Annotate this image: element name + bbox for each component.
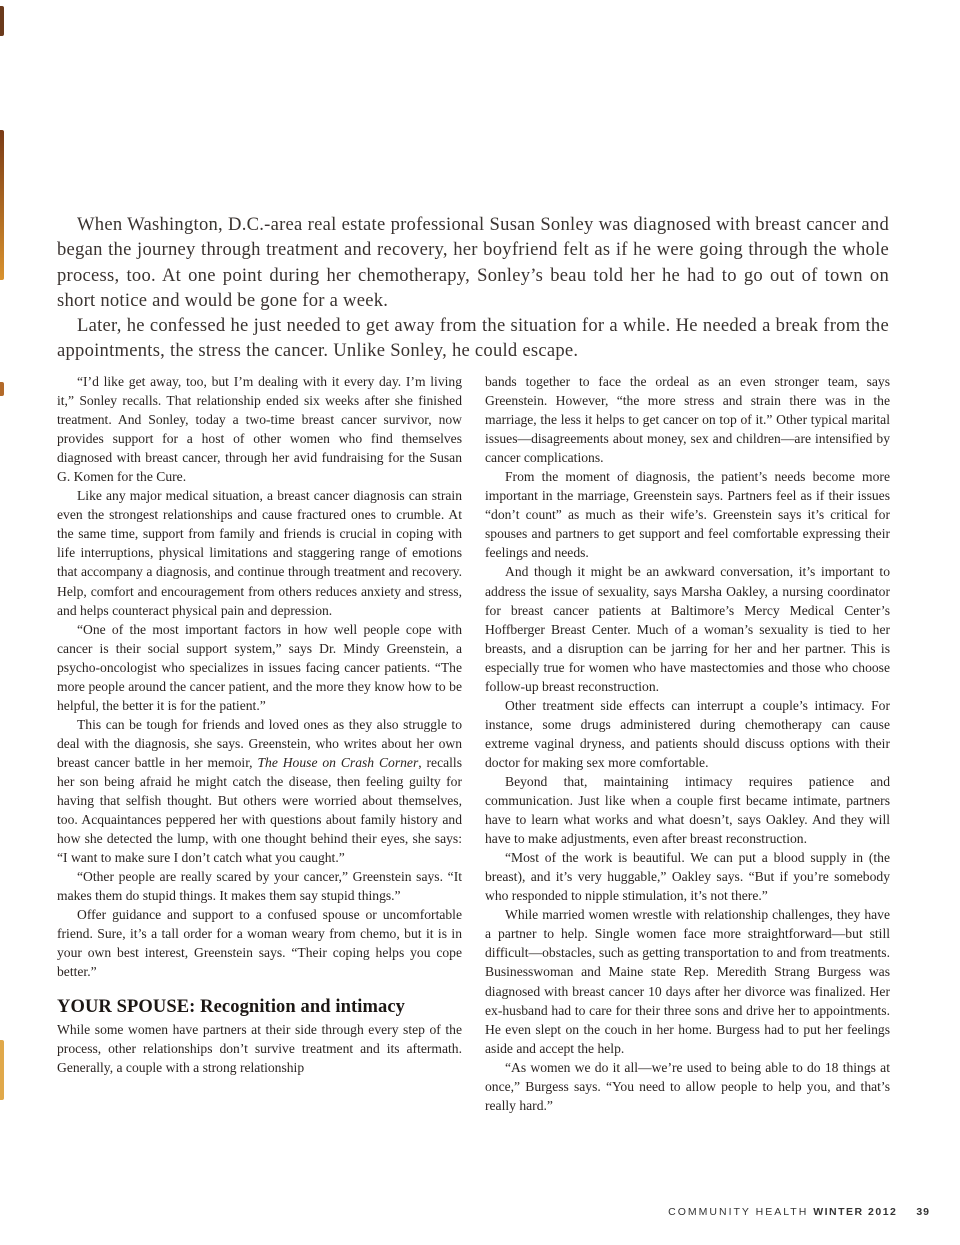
body-paragraph: Beyond that, maintaining intimacy requires patience and communication. Just like when a couple first became intimate, partners have to learn what works and what doesn’t, says Oakley. And they will have to make adjustments, even after breast reconstruction.	[485, 773, 890, 847]
body-paragraph: Like any major medical situation, a breast cancer diagnosis can strain even the strongest relationships and cause fractured ones to crumble. At the same time, support from family and friends is crucial in coping with life interruptions, physical limitations and staggering range of emotions that accompany a diagnosis, and continue through treatment and recovery. Help, comfort and encouragement from others reduces anxiety and stress, and helps counteract physical pain and depression.	[57, 488, 462, 618]
section-heading: YOUR SPOUSE: Recognition and intimacy	[57, 996, 406, 1017]
publication-name: COMMUNITY HEALTH	[668, 1206, 809, 1218]
page-edge-mark	[0, 6, 4, 36]
body-paragraph: While some women have partners at their side through every step of the process, other relationships don’t survive treatment and its aftermath. Generally, a couple with a strong relationship	[57, 1021, 462, 1075]
page-number: 39	[916, 1206, 930, 1218]
body-text: This can be tough for friends and loved ones as they also struggle to deal with the diagnosis, she says. Greenstein, who writes about her own breast cancer battle in her memoir,	[57, 716, 462, 770]
issue-date: WINTER 2012	[813, 1206, 898, 1218]
body-paragraph: Offer guidance and support to a confused spouse or uncomfortable friend. Sure, it’s a tall order for a woman weary from chemo, but it is in your own best interest, Greenstein says. “Their coping helps you cope better.”	[57, 907, 462, 980]
body-paragraph: “Other people are really scared by your cancer,” Greenstein says. “It makes them do stupid things. It makes them say stupid things.”	[57, 869, 462, 904]
page-edge-mark	[0, 130, 4, 280]
body-text: , recalls her son being afraid he might catch the disease, then feeling guilty for having that selfish thought. But others were worried about themselves, too. Acquaintances peppered her with questions about family history and how she detected the lump, with one thought behind their eyes, she says: “I want to make sure I don’t catch what you caught.”	[57, 754, 462, 866]
page-edge-mark	[0, 382, 4, 396]
intro-paragraph: Later, he confessed he just needed to get away from the situation for a while. He needed a break from the appointments, the stress the cancer. Unlike Sonley, he could escape.	[57, 315, 889, 362]
body-paragraph: “As women we do it all—we’re used to being able to do 18 things at once,” Burgess says. “You need to allow people to help you, and that’s really hard.”	[485, 1059, 890, 1113]
body-paragraph: “I’d like get away, too, but I’m dealing with it every day. I’m living it,” Sonley recalls. That relationship ended six weeks after she finished treatment. And Sonley, today a two-time breast cancer survivor, now provides support for a host of other women who find themselves diagnosed with breast cancer, through her avid fundraising for the Susan G. Komen for the Cure.	[57, 374, 462, 485]
body-paragraph: Other treatment side effects can interrupt a couple’s intimacy. For instance, some drugs administered during chemotherapy can cause extreme vaginal dryness, and patients should discuss options with their doctor for making sex more comfortable.	[485, 697, 890, 770]
book-title: The House on Crash Corner	[257, 754, 419, 770]
right-column	[485, 372, 890, 1115]
intro-block	[57, 212, 889, 364]
page-edge-mark	[0, 1040, 4, 1100]
body-paragraph: bands together to face the ordeal as an even stronger team, says Greenstein. However, “the more stress and strain there was in the marriage, the less it helps to get cancer on top of it.” Other typical marital issues—disagreements about money, sex and children—are intensified by cancer complications.	[485, 374, 890, 466]
left-column	[57, 372, 462, 1077]
body-paragraph	[57, 715, 462, 867]
body-paragraph: From the moment of diagnosis, the patient’s needs become more important in the marriage, Greenstein says. Partners feel as if their issues “don’t count” as much as their wife’s. Greenstein says it’s critical for spouses and partners to get support and feel comfortable expressing their feelings and needs.	[485, 469, 890, 561]
body-paragraph: “Most of the work is beautiful. We can put a blood supply in (the breast), and it’s very huggable,” Oakley says. “But if you’re somebody who responded to nipple stimulation, it’s not there.”	[485, 850, 890, 904]
body-paragraph: “One of the most important factors in how well people cope with cancer is their social support system,” says Dr. Mindy Greenstein, a psycho-oncologist who specializes in issues facing cancer patients. “The more people around the cancer patient, and the more they know how to be helpful, the better it is for the patient.”	[57, 621, 462, 713]
body-paragraph: And though it might be an awkward conversation, it’s important to address the issue of sexuality, says Marsha Oakley, a nursing coordinator for breast cancer patients at Baltimore’s Mercy Medical Center’s Hoffberger Breast Center. Much of a woman’s sexuality is tied to her breasts, and a disruption can be jarring for her and her partner. This is especially true for women who have mastectomies and those who choose follow-up breast reconstruction.	[485, 564, 890, 694]
page-footer	[668, 1206, 930, 1218]
intro-paragraph: When Washington, D.C.-area real estate professional Susan Sonley was diagnosed with breast cancer and began the journey through treatment and recovery, her boyfriend felt as if he were going through the whole process, too. At one point during her chemotherapy, Sonley’s beau told her he had to go out of town on short notice and would be gone for a week.	[57, 214, 889, 311]
body-paragraph: While married women wrestle with relationship challenges, they have a partner to help. Single women face more straightforward—but still difficult—obstacles, such as getting transportation to and from treatments. Businesswoman and Maine state Rep. Meredith Strang Burgess was diagnosed with breast cancer 10 days after her divorce was finalized. Her ex-husband had to care for their three sons and drive her to appointments. He even slept on the couch in her home. Burgess had to put her feelings aside and accept the help.	[485, 907, 890, 1056]
